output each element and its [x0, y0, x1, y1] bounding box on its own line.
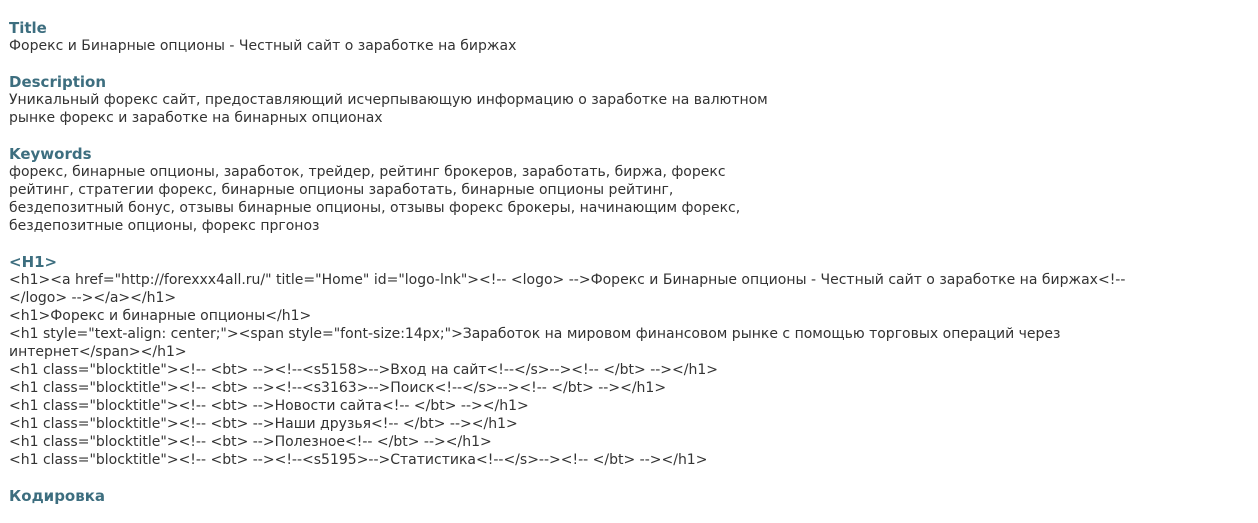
encoding-heading: Кодировка — [9, 487, 106, 505]
h1-code-line: </logo> --></a></h1> — [9, 290, 177, 306]
h1-code-line: интернет</span></h1> — [9, 344, 187, 360]
h1-code-line: <h1 class="blocktitle"><!-- <bt> -->Новости сайта<!-- </bt> --></h1> — [9, 398, 529, 414]
description-line: рынке форекс и заработке на бинарных опционах — [9, 110, 383, 126]
h1-code-list — [9, 271, 1224, 469]
h1-section — [9, 253, 1249, 469]
encoding-section — [9, 487, 1249, 505]
title-heading: Title — [9, 19, 47, 37]
h1-code-line: <h1><a href="http://forexxx4all.ru/" title="Home" id="logo-lnk"><!-- <logo> -->Форекс и Бинарные опционы - Честный сайт о заработке на биржах<!-- — [9, 272, 1126, 288]
seo-report — [9, 19, 1249, 523]
h1-code-line: <h1 class="blocktitle"><!-- <bt> -->Наши друзья<!-- </bt> --></h1> — [9, 416, 518, 432]
h1-code-line: <h1 style="text-align: center;"><span style="font-size:14px;">Заработок на мировом финансовом рынке с помощью торговых операций через — [9, 326, 1061, 342]
description-section — [9, 73, 1249, 127]
title-value: Форекс и Бинарные опционы - Честный сайт о заработке на биржах — [9, 38, 517, 54]
h1-code-line: <h1 class="blocktitle"><!-- <bt> -->Полезное<!-- </bt> --></h1> — [9, 434, 492, 450]
h1-code-line: <h1 class="blocktitle"><!-- <bt> --><!--<s5158>-->Вход на сайт<!--</s>--><!-- </bt> --></h1> — [9, 362, 718, 378]
h1-code-line: <h1>Форекс и бинарные опционы</h1> — [9, 308, 312, 324]
h1-code-line: <h1 class="blocktitle"><!-- <bt> --><!--<s5195>-->Статистика<!--</s>--><!-- </bt> --></h1> — [9, 452, 708, 468]
keywords-line: бездепозитные опционы, форекс пргоноз — [9, 218, 320, 234]
h1-heading: <H1> — [9, 253, 58, 271]
keywords-heading: Keywords — [9, 145, 92, 163]
description-heading: Description — [9, 73, 107, 91]
keywords-line: рейтинг, стратегии форекс, бинарные опционы заработать, бинарные опционы рейтинг, — [9, 182, 674, 198]
title-section — [9, 19, 1249, 55]
h1-code-line: <h1 class="blocktitle"><!-- <bt> --><!--<s3163>-->Поиск<!--</s>--><!-- </bt> --></h1> — [9, 380, 667, 396]
keywords-section — [9, 145, 1249, 235]
keywords-line: бездепозитный бонус, отзывы бинарные опционы, отзывы форекс брокеры, начинающим форекс, — [9, 200, 741, 216]
keywords-line: форекс, бинарные опционы, заработок, трейдер, рейтинг брокеров, заработать, биржа, форекс — [9, 164, 726, 180]
description-line: Уникальный форекс сайт, предоставляющий исчерпывающую информацию о заработке на валютном — [9, 92, 768, 108]
